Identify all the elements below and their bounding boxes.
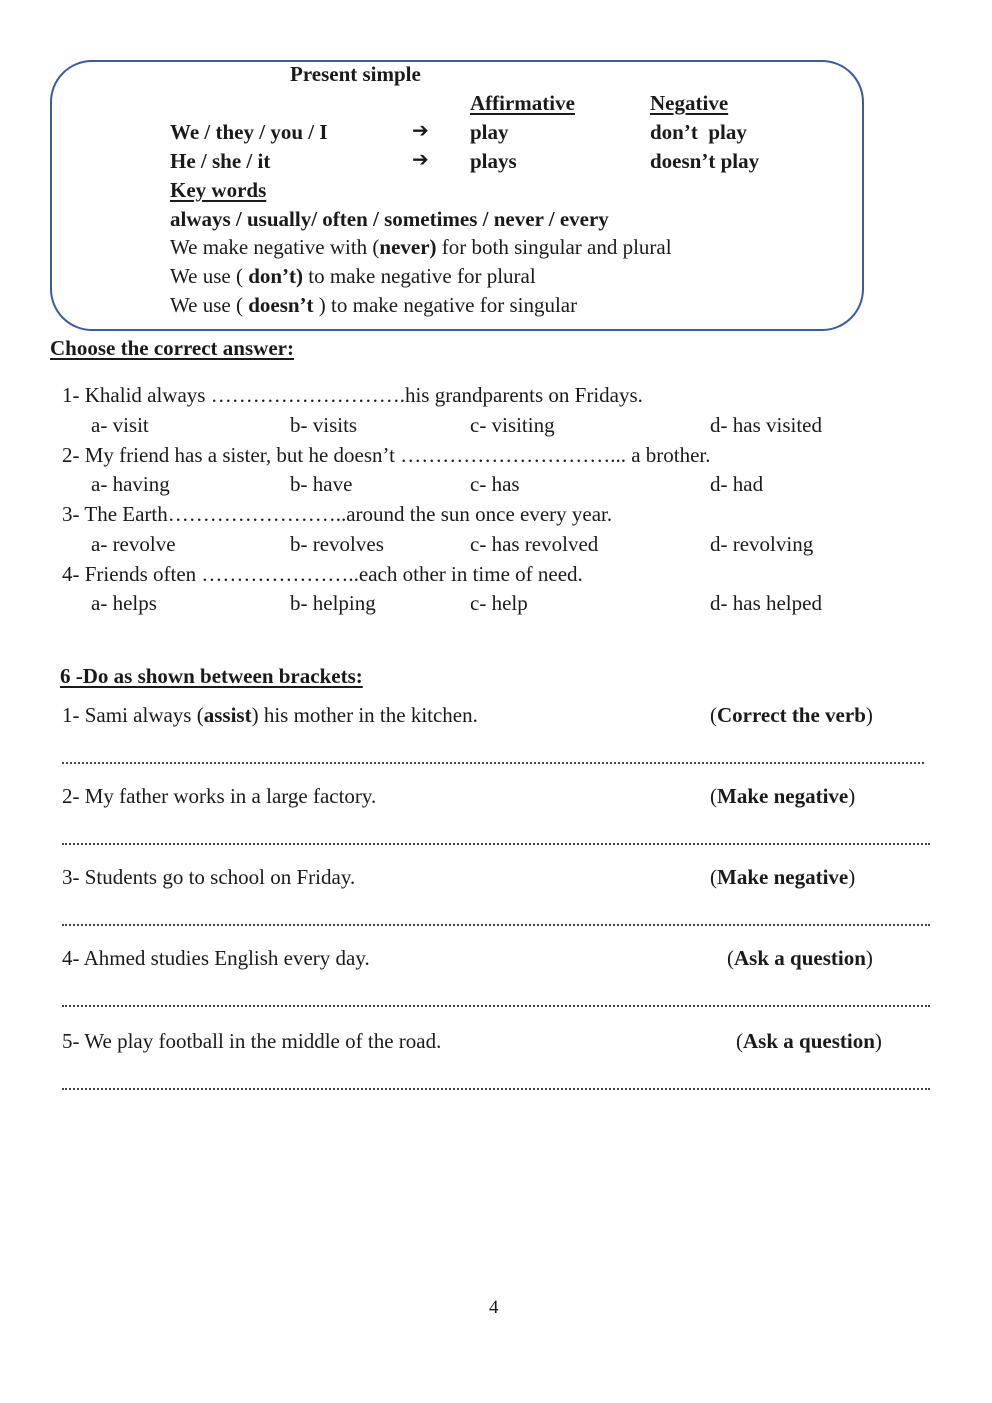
- rule-never: We make negative with (never) for both singular and plural: [170, 235, 672, 259]
- bracket-item-4: 4- Ahmed studies English every day.: [62, 946, 370, 970]
- column-header-affirmative: Affirmative: [470, 91, 575, 115]
- option-2a[interactable]: a- having: [91, 472, 170, 496]
- option-1c[interactable]: c- visiting: [470, 413, 555, 437]
- answer-line-4[interactable]: [62, 999, 930, 1007]
- option-3b[interactable]: b- revolves: [290, 532, 384, 556]
- option-1b[interactable]: b- visits: [290, 413, 358, 437]
- answer-line-5[interactable]: [62, 1082, 930, 1090]
- arrow-right-icon: ➔: [412, 118, 429, 142]
- bracket-item-2: 2- My father works in a large factory.: [62, 784, 377, 808]
- bracket-item-5: 5- We play football in the middle of the road.: [62, 1029, 442, 1053]
- instruction-4: (Ask a question): [727, 946, 873, 970]
- answer-line-3[interactable]: [62, 918, 930, 926]
- option-2b[interactable]: b- have: [290, 472, 353, 496]
- bracket-item-3: 3- Students go to school on Friday.: [62, 865, 356, 889]
- rule-doesnt: We use ( doesn’t ) to make negative for singular: [170, 293, 578, 317]
- bracket-item-1: 1- Sami always (assist) his mother in the kitchen.: [62, 703, 478, 727]
- option-2c[interactable]: c- has: [470, 472, 520, 496]
- subject-singular: He / she / it: [170, 149, 271, 173]
- option-1d[interactable]: d- has visited: [710, 413, 822, 437]
- answer-line-2[interactable]: [62, 837, 930, 845]
- question-1: 1- Khalid always ……………………….his grandparents on Fridays.: [62, 383, 643, 407]
- arrow-right-icon: ➔: [412, 147, 429, 171]
- option-1a[interactable]: a- visit: [91, 413, 149, 437]
- option-3d[interactable]: d- revolving: [710, 532, 814, 556]
- negative-plural: don’t play: [650, 120, 747, 144]
- instruction-5: (Ask a question): [736, 1029, 882, 1053]
- affirmative-singular: plays: [470, 149, 517, 173]
- question-4: 4- Friends often …………………..each other in time of need.: [62, 562, 583, 586]
- column-header-negative: Negative: [650, 91, 729, 115]
- answer-line-1[interactable]: [62, 756, 924, 764]
- rule-dont: We use ( don’t) to make negative for plural: [170, 264, 536, 288]
- page-number: 4: [489, 1297, 499, 1318]
- option-4a[interactable]: a- helps: [91, 591, 157, 615]
- key-words-list: always / usually/ often / sometimes / never / every: [170, 207, 609, 231]
- option-4c[interactable]: c- help: [470, 591, 528, 615]
- section-heading-choose: Choose the correct answer:: [50, 336, 294, 360]
- section-heading-brackets: 6 -Do as shown between brackets:: [60, 664, 363, 688]
- question-2: 2- My friend has a sister, but he doesn’t …………………………... a brother.: [62, 443, 711, 467]
- subject-plural: We / they / you / I: [170, 120, 328, 144]
- question-3: 3- The Earth……………………..around the sun once every year.: [62, 502, 613, 526]
- option-3a[interactable]: a- revolve: [91, 532, 176, 556]
- key-words-label: Key words: [170, 178, 267, 202]
- instruction-3: (Make negative): [710, 865, 856, 889]
- instruction-1: (Correct the verb): [710, 703, 873, 727]
- affirmative-plural: play: [470, 120, 509, 144]
- option-4b[interactable]: b- helping: [290, 591, 376, 615]
- box-title: Present simple: [290, 62, 421, 86]
- instruction-2: (Make negative): [710, 784, 856, 808]
- option-3c[interactable]: c- has revolved: [470, 532, 599, 556]
- option-2d[interactable]: d- had: [710, 472, 764, 496]
- option-4d[interactable]: d- has helped: [710, 591, 822, 615]
- negative-singular: doesn’t play: [650, 149, 760, 173]
